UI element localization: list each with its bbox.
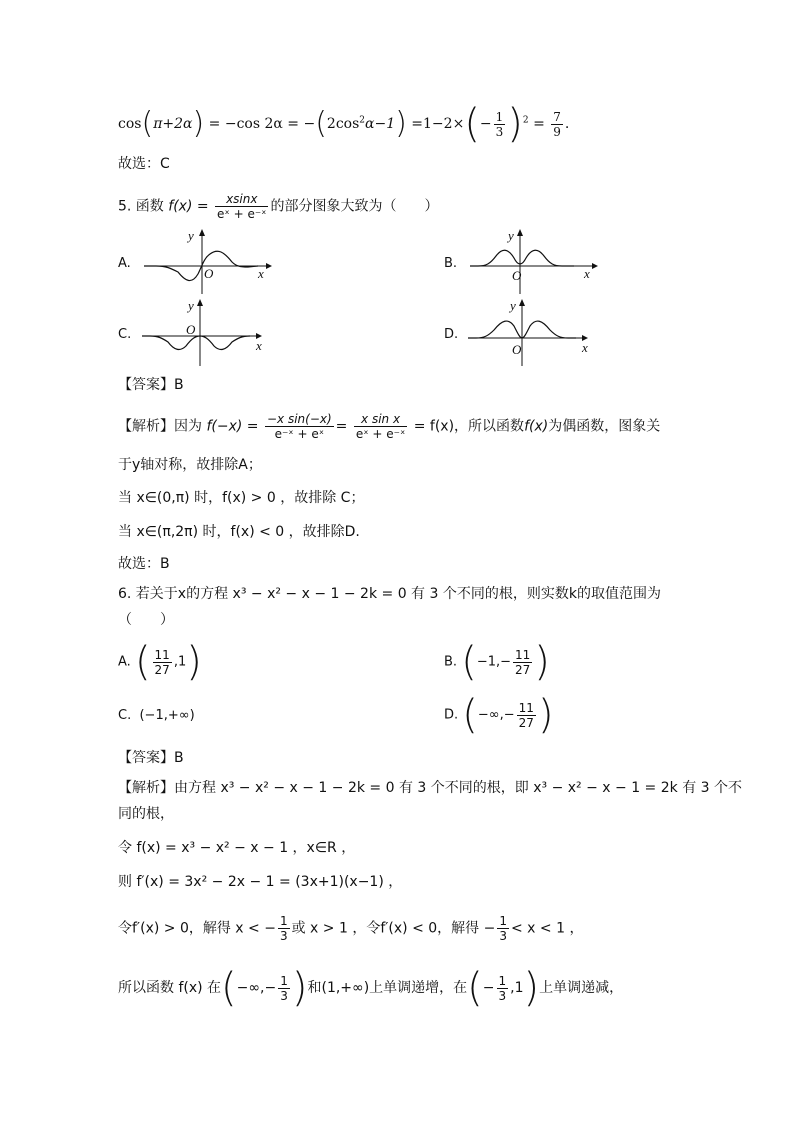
sol5-line1: 【解析】因为 f(−x) = $\frac{\text{−x sin(−x)}}{\text{e⁻ˣ + eˣ}}$ = $\frac{\text{x sin x}}{\text{eˣ + e⁻ˣ}}$ = f(x)，所以函数f(x)为偶函数，图象关	[118, 412, 661, 441]
cos-arg: π+2α	[153, 116, 193, 132]
sol6-line2: 同的根，	[118, 806, 174, 822]
axis-y-b: y	[508, 228, 514, 243]
axis-x-c: x	[256, 338, 262, 353]
sol6-line3: 令 f(x) = x³ − x² − x − 1 ，x∈R ，	[118, 840, 356, 856]
q5-fraction: $\frac{xsinx}{\text{eˣ + e⁻ˣ}}$	[217, 192, 267, 221]
q6-option-c: C. (−1,+∞)	[118, 708, 195, 723]
q5-suffix: 的部分图象大致为（ ）	[270, 198, 439, 215]
sol6-line6: 所以函数 f(x) 在(−∞,− $\frac{1}{3}$ )和(1,+∞)上单调递增，在(− $\frac{1}{3}$ ,1)上单调递减，	[118, 965, 624, 1011]
q6-option-b: B. (−1,− $\frac{11}{27}$ )	[444, 639, 550, 685]
q5-option-b-label: B.	[444, 256, 458, 271]
q6-stem: 6. 若关于x的方程 x³ − x² − x − 1 − 2k = 0 有 3 个不同的根，则实数k的取值范围为	[118, 586, 661, 602]
sol6-line5: 令f′(x) > 0，解得 x < − $\frac{1}{3}$ 或 x > 1 ，令f′(x) < 0，解得 − $\frac{1}{3}$ < x < 1 ，	[118, 914, 584, 943]
q6-stem-cont: （ ）	[118, 612, 174, 628]
axis-x-b: x	[584, 266, 590, 281]
sol6-line1: 【解析】由方程 x³ − x² − x − 1 − 2k = 0 有 3 个不同的根，即 x³ − x² − x − 1 = 2k 有 3 个不	[118, 780, 743, 796]
sol5-frac2: $\frac{\text{x sin x}}{\text{eˣ + e⁻ˣ}}$	[355, 412, 406, 441]
cos-rhs: =1−2×	[411, 116, 465, 132]
q5-option-c-label: C.	[118, 327, 132, 342]
answer-q5-final: 故选：B	[118, 556, 170, 572]
sol5-frac1: $\frac{\text{−x sin(−x)}}{\text{e⁻ˣ + eˣ}}$	[266, 412, 332, 441]
cos-mid: = −cos 2α = −	[208, 116, 316, 132]
q5-option-d-label: D.	[444, 327, 459, 342]
cos-fraction: $\frac{1}{3}$	[495, 109, 504, 139]
cos-answer: $\frac{7}{9}$	[553, 109, 561, 139]
cos-alpha: α−1	[365, 116, 396, 132]
axis-o-b: O	[512, 268, 522, 283]
q5-graph-d	[464, 296, 604, 368]
sol5-line4: 当 x∈(π,2π) 时，f(x) < 0 ，故排除D.	[118, 524, 360, 540]
axis-y-d: y	[510, 298, 516, 313]
axis-y-a: y	[188, 228, 194, 243]
sol5-line3: 当 x∈(0,π) 时，f(x) > 0 ，故排除 C；	[118, 490, 365, 506]
q5-fx: f(x) =	[168, 198, 209, 215]
cos-sq: 2	[359, 115, 366, 126]
axis-y-c: y	[188, 298, 194, 313]
cos-lhs: cos	[118, 116, 142, 132]
sol5-line2: 于y轴对称，故排除A；	[118, 457, 262, 473]
q5-option-a-label: A.	[118, 256, 131, 271]
cos-paren: 2cos	[326, 116, 360, 132]
q5-graph-a	[138, 226, 278, 298]
q5-graph-b	[464, 226, 604, 298]
axis-o-a: O	[204, 266, 214, 281]
axis-o-d: O	[512, 342, 522, 357]
answer-q6: 【答案】B	[118, 750, 184, 766]
axis-o-c: O	[186, 322, 196, 337]
axis-x-a: x	[258, 266, 264, 281]
answer-q4: 故选：C	[118, 156, 170, 172]
q5-stem: 5. 函数 f(x) = $\frac{xsinx}{\text{eˣ + e⁻ˣ}}$ 的部分图象大致为（ ）	[118, 192, 439, 221]
q6-option-a: A. ( $\frac{11}{27}$ ,1)	[118, 639, 202, 685]
q5-graph-c	[138, 296, 278, 368]
sol6-line4: 则 f′(x) = 3x² − 2x − 1 = (3x+1)(x−1) ，	[118, 874, 403, 890]
cos-identity-line: cos(π+2α) = −cos $2\alpha = -(2\cos^2\alpha-1) =1-2\times(-$ $\frac{1}{3}$ )$^2$ = $\frac{7}{9}$ .	[118, 101, 570, 147]
q6-option-d: D. (−∞,− $\frac{11}{27}$ )	[444, 692, 554, 738]
answer-q5: 【答案】B	[118, 377, 184, 393]
axis-x-d: x	[582, 340, 588, 355]
